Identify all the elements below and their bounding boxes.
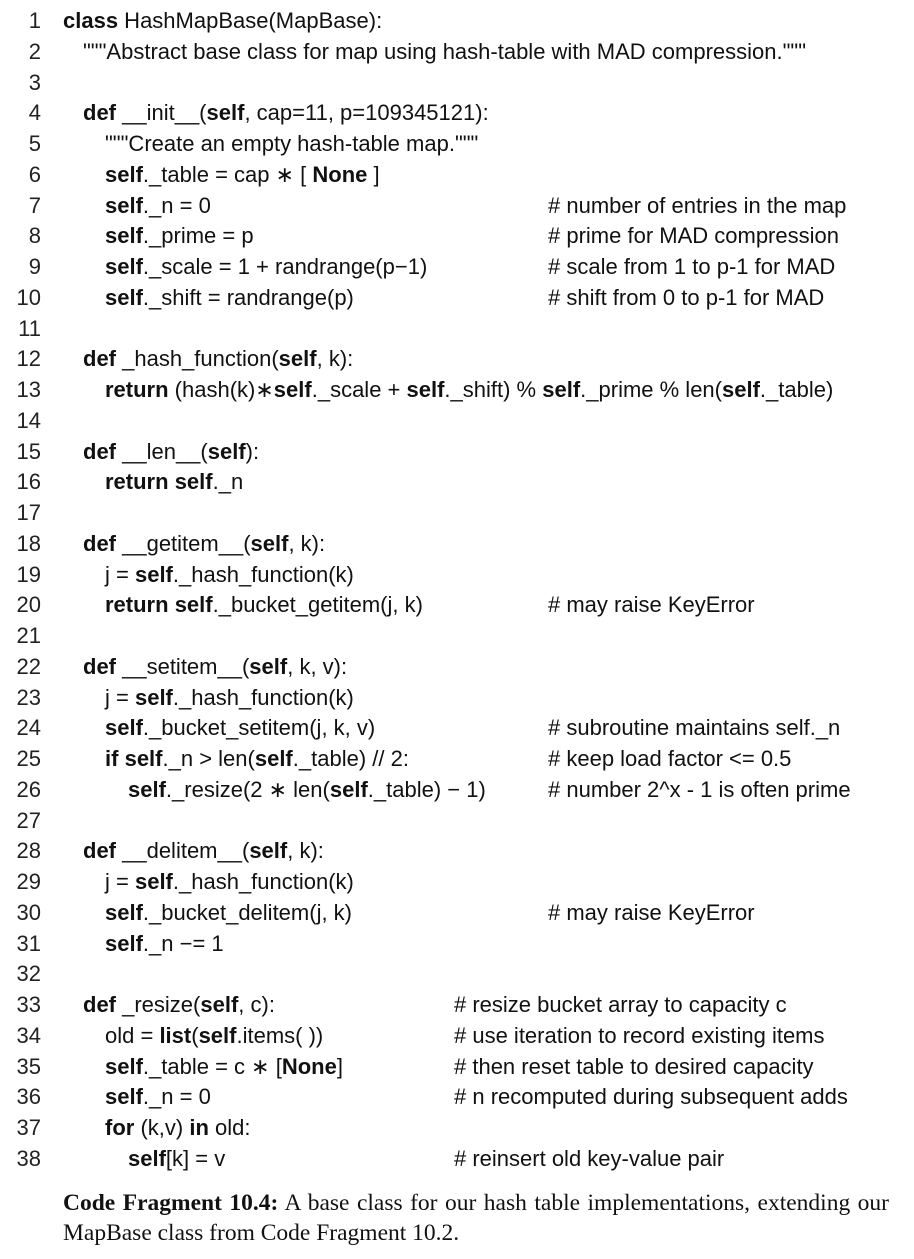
line-number: 9 — [28, 254, 41, 279]
code-line — [0, 1052, 914, 1083]
code-comment: # then reset table to desired capacity — [454, 1053, 814, 1079]
code-text: self[k] = v — [128, 1145, 226, 1171]
line-number: 28 — [16, 838, 41, 864]
code-text: def __getitem__(self, k): — [83, 530, 326, 556]
line-number: 34 — [16, 1022, 41, 1048]
line-number: 27 — [16, 807, 41, 833]
code-line — [0, 713, 914, 744]
line-number: 7 — [28, 192, 41, 218]
code-text: def __delitem__(self, k): — [83, 838, 324, 864]
line-number: 17 — [16, 500, 41, 525]
code-line — [0, 191, 914, 222]
code-line — [0, 652, 914, 683]
code-line — [0, 68, 914, 99]
line-number: 18 — [16, 530, 41, 556]
code-line — [0, 498, 914, 529]
code-text: self._prime = p — [105, 223, 254, 249]
code-line — [0, 1113, 914, 1144]
code-text: self._resize(2 ∗ len(self._table) − 1) — [128, 776, 486, 802]
line-number: 23 — [16, 684, 41, 710]
code-text: j = self._hash_function(k) — [105, 684, 354, 710]
code-text: self._bucket_setitem(j, k, v) — [105, 715, 376, 741]
code-text: return self._n — [105, 469, 244, 495]
code-comment: # reinsert old key-value pair — [454, 1145, 725, 1171]
code-comment: # resize bucket array to capacity c — [454, 992, 787, 1017]
code-line — [0, 283, 914, 314]
code-text: """Abstract base class for map using hash-table with MAD compression.""" — [83, 38, 807, 64]
code-text: self._bucket_delitem(j, k) — [105, 899, 353, 925]
line-number: 31 — [16, 930, 41, 956]
line-number: 35 — [16, 1053, 41, 1079]
code-line — [0, 744, 914, 775]
line-number: 32 — [16, 961, 41, 987]
code-comment: # subroutine maintains self._n — [548, 715, 841, 741]
line-number: 8 — [28, 223, 41, 249]
code-text: self._table = cap ∗ [ None ] — [105, 161, 380, 187]
code-text: j = self._hash_function(k) — [105, 561, 354, 587]
code-text: def __setitem__(self, k, v): — [83, 653, 348, 679]
line-number: 33 — [16, 992, 41, 1017]
code-comment: # number of entries in the map — [548, 192, 847, 218]
line-number: 30 — [16, 899, 41, 925]
line-number: 26 — [16, 776, 41, 802]
code-comment: # may raise KeyError — [548, 899, 755, 925]
code-line — [0, 129, 914, 160]
code-comment: # number 2^x - 1 is often prime — [548, 776, 851, 802]
line-number: 22 — [16, 653, 41, 679]
code-line — [0, 6, 914, 37]
code-line — [0, 560, 914, 591]
code-line — [0, 314, 914, 345]
line-number: 12 — [16, 346, 41, 372]
code-line — [0, 1021, 914, 1052]
code-text: return (hash(k)∗self._scale + self._shift) % self._prime % len(self._table) — [105, 377, 834, 402]
code-line — [0, 467, 914, 498]
line-number: 19 — [16, 561, 41, 587]
line-number: 14 — [16, 407, 41, 433]
code-text: def __len__(self): — [83, 438, 260, 464]
code-line — [0, 375, 914, 406]
code-text: j = self._hash_function(k) — [105, 869, 354, 894]
line-number: 20 — [16, 592, 41, 618]
code-line — [0, 867, 914, 898]
code-line — [0, 1082, 914, 1113]
line-number: 11 — [18, 315, 41, 341]
code-text: class HashMapBase(MapBase): — [63, 8, 383, 33]
code-line — [0, 406, 914, 437]
line-number: 13 — [16, 377, 41, 402]
code-text: self._scale = 1 + randrange(p−1) — [105, 254, 428, 279]
code-line — [0, 621, 914, 652]
code-line — [0, 529, 914, 560]
code-line — [0, 898, 914, 929]
code-line — [0, 1144, 914, 1175]
code-line — [0, 590, 914, 621]
code-text: self._shift = randrange(p) — [105, 284, 354, 310]
code-text: self._n = 0 — [105, 1084, 211, 1110]
code-text: old = list(self.items( )) — [105, 1022, 324, 1048]
code-line — [0, 683, 914, 714]
line-number: 4 — [28, 100, 41, 126]
caption-text: A base class for our hash table implementations, extending our MapBase class from Code Fragment 10.2. — [63, 1190, 890, 1246]
line-number: 1 — [28, 8, 41, 33]
line-number: 38 — [16, 1145, 41, 1171]
code-text: return self._bucket_getitem(j, k) — [105, 592, 423, 618]
code-text: self._n = 0 — [105, 192, 211, 218]
line-number: 2 — [28, 38, 41, 64]
code-line — [0, 929, 914, 960]
line-number: 16 — [16, 469, 41, 495]
line-number: 37 — [16, 1115, 41, 1140]
code-text: if self._n > len(self._table) // 2: — [105, 746, 409, 771]
code-listing — [0, 6, 914, 1175]
code-comment: # keep load factor <= 0.5 — [548, 746, 792, 771]
code-line — [0, 836, 914, 867]
code-line — [0, 437, 914, 468]
code-line — [0, 990, 914, 1021]
code-line — [0, 252, 914, 283]
code-line — [0, 221, 914, 252]
code-text: def __init__(self, cap=11, p=109345121): — [83, 100, 489, 126]
code-comment: # use iteration to record existing items — [454, 1022, 825, 1048]
code-comment: # may raise KeyError — [548, 592, 755, 618]
code-comment: # prime for MAD compression — [548, 223, 839, 249]
code-text: self._n −= 1 — [105, 930, 224, 956]
code-line — [0, 959, 914, 990]
code-line — [0, 37, 914, 68]
code-caption — [63, 1188, 889, 1248]
line-number: 5 — [28, 131, 41, 156]
line-number: 36 — [16, 1084, 41, 1110]
caption-label: Code Fragment 10.4: — [63, 1190, 279, 1216]
code-line — [0, 775, 914, 806]
line-number: 6 — [28, 161, 41, 187]
line-number: 24 — [16, 715, 41, 741]
code-comment: # n recomputed during subsequent adds — [454, 1084, 848, 1110]
line-number: 15 — [16, 438, 41, 464]
code-line — [0, 160, 914, 191]
code-text: self._table = c ∗ [None] — [105, 1053, 343, 1079]
code-line — [0, 344, 914, 375]
code-text: def _hash_function(self, k): — [83, 346, 354, 372]
code-text: def _resize(self, c): — [83, 992, 275, 1017]
line-number: 29 — [16, 869, 41, 894]
code-comment: # shift from 0 to p-1 for MAD — [548, 284, 825, 310]
line-number: 10 — [16, 284, 41, 310]
code-comment: # scale from 1 to p-1 for MAD — [548, 254, 836, 279]
code-text: for (k,v) in old: — [105, 1115, 251, 1140]
code-line — [0, 98, 914, 129]
line-number: 25 — [16, 746, 41, 771]
code-line — [0, 806, 914, 837]
line-number: 21 — [16, 623, 41, 648]
line-number: 3 — [28, 69, 41, 95]
code-text: """Create an empty hash-table map.""" — [105, 131, 479, 156]
